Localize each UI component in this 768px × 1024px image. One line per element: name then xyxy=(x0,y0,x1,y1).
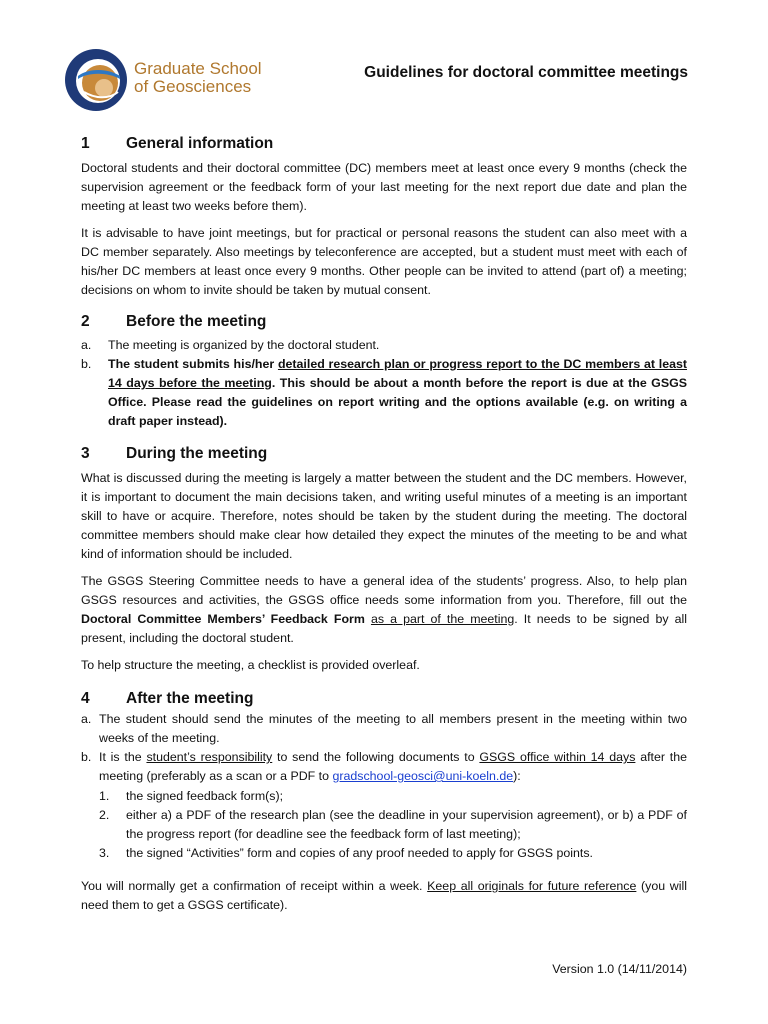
list-item-text: The meeting is organized by the doctoral student. xyxy=(108,338,380,352)
logo-line-1: Graduate School xyxy=(134,59,262,78)
list-item xyxy=(99,844,687,863)
section-1-heading xyxy=(81,134,687,153)
version-label: Version 1.0 (14/11/2014) xyxy=(552,962,687,976)
logo-wordmark xyxy=(134,60,262,96)
underlined-text: Keep all originals for future reference xyxy=(427,879,637,893)
list-marker: 3. xyxy=(99,846,110,860)
text-run: ): xyxy=(513,769,521,783)
documents-list xyxy=(99,787,687,863)
list-item-text: the signed feedback form(s); xyxy=(126,789,284,803)
page-header xyxy=(64,42,688,112)
list-marker: a. xyxy=(81,712,92,726)
list-item-text xyxy=(99,748,687,786)
list-marker: a. xyxy=(81,338,92,352)
underlined-text: as a part of the meeting xyxy=(370,612,515,626)
text-run: (you will need them to get a GSGS certificate). xyxy=(81,879,687,912)
list-item xyxy=(81,748,687,786)
text-run: You will normally get a confirmation of receipt within a week. xyxy=(81,879,428,893)
section-number: 4 xyxy=(81,690,90,707)
list-marker: b. xyxy=(81,750,92,764)
text-run: It is the xyxy=(99,750,147,764)
text-run: . This should be about a month before the report is due at the GSGS Office. Please read the guidelines on report writing and the options available (e.g. on writing a draft paper instead). xyxy=(108,376,687,428)
paragraph: It is advisable to have joint meetings, but for practical or personal reasons the student can also meet with a DC member separately. Also meetings by teleconference are accepted, but a student must meet with each of his/her DC members at least once every 9 months. Other people can be invited to attend (part of) a meeting; decisions on whom to invite should be taken by mutual consent. xyxy=(81,226,687,297)
paragraph xyxy=(81,572,687,648)
section-title: General information xyxy=(126,135,274,152)
list-marker: 1. xyxy=(99,789,110,803)
list-marker: b. xyxy=(81,357,92,371)
before-meeting-list xyxy=(81,336,687,431)
section-number: 2 xyxy=(81,313,90,330)
text-run: The student submits his/her xyxy=(108,357,278,371)
gsgs-logo-icon xyxy=(64,48,128,112)
text-run: . It needs to be signed by all present, including the doctoral student. xyxy=(81,612,688,645)
section-number: 3 xyxy=(81,445,90,462)
text-run: The GSGS Steering Committee needs to have a general idea of the students’ progress. Also, to help plan GSGS resources and activities, the GSGS office needs some information from you. Therefore, fill out the xyxy=(81,574,687,607)
paragraph: What is discussed during the meeting is largely a matter between the student and the DC members. However, it is important to document the main decisions taken, and writing useful minutes of a meeting is an important skill to have or acquire. Therefore, notes should be taken by the student during the meeting. The doctoral committee members should make clear how detailed they expect the minutes of the meeting to be and what kind of information should be included. xyxy=(81,471,687,561)
section-number: 1 xyxy=(81,135,90,152)
section-3-heading xyxy=(81,444,687,463)
email-link[interactable]: gradschool-geosci@uni-koeln.de xyxy=(332,769,514,783)
underlined-text: student’s responsibility xyxy=(146,750,273,764)
paragraph: Doctoral students and their doctoral committee (DC) members meet at least once every 9 months (check the supervision agreement or the feedback form of your last meeting for the next report due date and plan the meeting at least two weeks before them). xyxy=(81,161,687,213)
underlined-text: detailed research plan or progress report to the DC members at least 14 days before the meeting xyxy=(108,357,688,390)
text-run: after the meeting (preferably as a scan or a PDF to xyxy=(99,750,688,783)
bold-text: Doctoral Committee Members’ Feedback Form xyxy=(81,612,365,626)
list-item-text: the signed “Activities” form and copies of any proof needed to apply for GSGS points. xyxy=(126,846,593,860)
document-body xyxy=(81,134,687,915)
list-marker: 2. xyxy=(99,808,110,822)
closing-paragraph xyxy=(81,877,687,915)
section-2-heading xyxy=(81,312,687,331)
list-item xyxy=(99,787,687,806)
section-title: During the meeting xyxy=(126,445,268,462)
list-item xyxy=(81,710,687,748)
underlined-text: GSGS office within 14 days xyxy=(479,750,636,764)
section-4-heading xyxy=(81,689,687,708)
list-item-text: The student should send the minutes of the meeting to all members present in the meeting within two weeks of the meeting. xyxy=(99,712,687,745)
list-item-text xyxy=(108,355,687,431)
after-meeting-list xyxy=(81,710,687,786)
paragraph: To help structure the meeting, a checklist is provided overleaf. xyxy=(81,658,420,672)
section-title: Before the meeting xyxy=(126,313,267,330)
document-title: Guidelines for doctoral committee meetings xyxy=(364,64,688,81)
list-item xyxy=(81,355,687,431)
section-title: After the meeting xyxy=(126,690,254,707)
logo-line-2: of Geosciences xyxy=(134,77,252,96)
list-item-text: either a) a PDF of the research plan (see the deadline in your supervision agreement), or b) a PDF of the progress report (for deadline see the feedback form of last meeting); xyxy=(126,808,687,841)
list-item xyxy=(99,806,687,844)
text-run: to send the following documents to xyxy=(272,750,480,764)
list-item xyxy=(81,336,687,355)
